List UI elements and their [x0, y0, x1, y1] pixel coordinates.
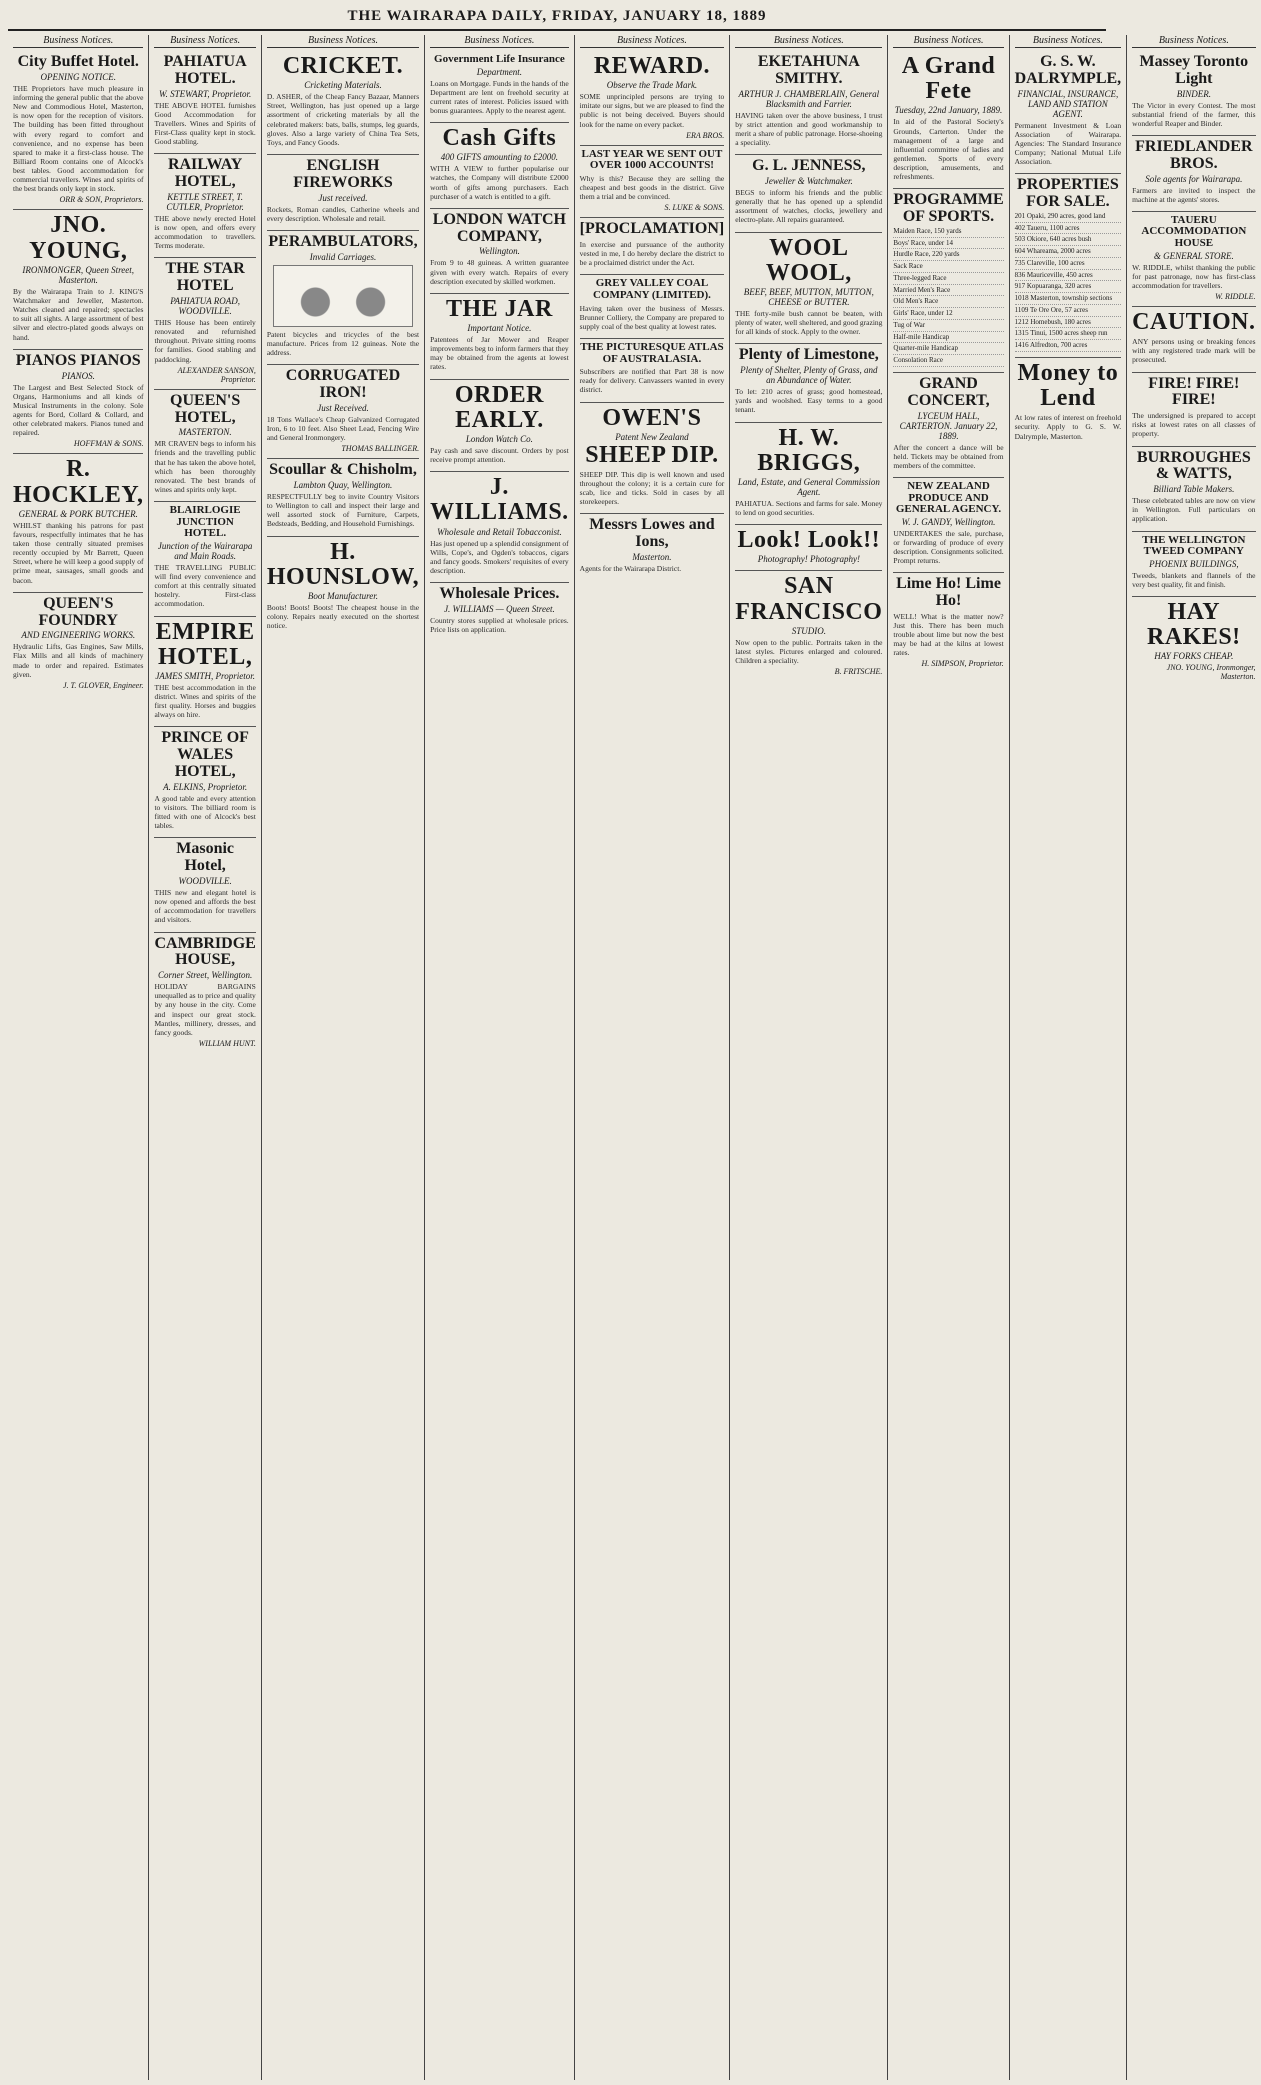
ad-body-text: THE ABOVE HOTEL furnishes Good Accommodation for Travellers. Wines and Spirits of First-Class quality kept in stock. Good stabling.: [154, 100, 256, 147]
advertisement: [1132, 136, 1255, 212]
ad-body-text: THE above newly erected Hotel is now open, and offers every accommodation to travellers. Terms moderate.: [154, 213, 256, 251]
ad-subtitle: London Watch Co.: [465, 434, 533, 444]
ad-body-text: Now open to the public. Portraits taken in the latest styles. Pictures enlarged and coloured. Children a speciality.: [735, 637, 883, 666]
ad-subtitle: & GENERAL STORE.: [1153, 250, 1234, 261]
advertisement: [1015, 358, 1122, 448]
ad-subtitle: AND ENGINEERING WORKS.: [21, 630, 136, 641]
ad-body-text: THIS new and elegant hotel is now opened and affords the best of accommodation for travellers and visitors.: [154, 888, 256, 925]
ad-title: ENGLISH FIREWORKS: [293, 157, 393, 191]
ad-title: City Buffet Hotel.: [17, 53, 139, 70]
list-item: Sack Race: [893, 261, 1003, 273]
advertisement: [154, 838, 255, 932]
ad-body-text: RESPECTFULLY beg to invite Country Visitors to Wellington to call and inspect their large and well assorted stock of Furniture, Carpets, Bedsteads, Bedding, and Household Furnishings.: [266, 491, 420, 529]
ad-title: JNO. YOUNG,: [29, 212, 128, 264]
ad-signature: J. T. GLOVER, Engineer.: [62, 680, 144, 690]
ad-body-text: THE TRAVELLING PUBLIC will find every convenience and comfort at this centrally situated hostelry. First-class accommodation.: [154, 562, 256, 609]
advertisement: [1132, 307, 1255, 373]
ad-title: PROPERTIES FOR SALE.: [1017, 176, 1119, 211]
advertisement: [1132, 597, 1255, 686]
advertisement: [1132, 373, 1255, 447]
advertisement: [154, 51, 255, 154]
ad-title: THE STAR HOTEL: [165, 260, 245, 295]
ad-title: EMPIRE HOTEL,: [155, 618, 255, 670]
ad-subtitle: W. STEWART, Proprietor.: [158, 88, 252, 99]
ad-title: Money to Lend: [1017, 359, 1119, 412]
ad-title: LONDON WATCH COMPANY,: [432, 210, 566, 245]
advertisement: [1132, 212, 1255, 307]
ad-body-text: WHILST thanking his patrons for past favours, respectfully intimates that he has taken those centrally situated premises recently occupied by Mr Barrett, Queen Street, where he will keep a good supply of prime meat, sausages, small goods and bacon.: [13, 520, 144, 585]
advertisement: [735, 344, 882, 422]
list-item: Maiden Race, 150 yards: [893, 226, 1003, 238]
ad-title: HAY RAKES!: [1146, 598, 1241, 651]
ad-body-text: Subscribers are notified that Part 38 is now ready for delivery. Canvassers wanted in every district.: [579, 367, 725, 395]
advertisement: [1132, 447, 1255, 532]
list-item: Consolation Race: [893, 355, 1003, 367]
ad-signature: THOMAS BALLINGER.: [341, 444, 420, 454]
advertisement: [580, 51, 725, 146]
ad-body-text: HAVING taken over the above business, I trust by strict attention and good workmanship to merit a share of public patronage. Horse-shoeing a speciality.: [735, 110, 883, 148]
ad-body-text: HOLIDAY BARGAINS unequalled as to price and quality by any house in the city. Come and inspect our great stock. Mantles, millinery, dresses, and fancy goods.: [154, 982, 256, 1037]
advertisement: [430, 209, 569, 294]
advertisement: [735, 423, 882, 526]
ad-body-text: ANY persons using or breaking fences with any registered trade mark will be prosecuted.: [1132, 337, 1256, 365]
list-item: Quarter-mile Handicap: [893, 343, 1003, 355]
ad-title: LAST YEAR WE SENT OUT OVER 1000 ACCOUNTS!: [581, 147, 723, 172]
advertisement: [580, 403, 725, 515]
ad-title: A Grand Fete: [901, 53, 996, 105]
column-3: [262, 35, 425, 2080]
ad-body-text: Why is this? Because they are selling the cheapest and best goods in the district. Give them a trial and be convinced.: [579, 173, 725, 202]
page-masthead: THE WAIRARAPA DAILY, FRIDAY, JANUARY 18, 1889: [8, 6, 1106, 31]
list-item: 604 Whareama, 2000 acres: [1015, 246, 1122, 258]
ad-title: H. W. BRIGGS,: [757, 424, 861, 476]
list-item: Boys' Race, under 14: [893, 238, 1003, 250]
list-item: 1212 Homebush, 180 acres: [1015, 317, 1122, 329]
ad-title: H. HOUNSLOW,: [266, 538, 420, 590]
advertisement: [154, 258, 255, 389]
advertisement: [13, 210, 143, 349]
ad-title: BURROUGHES & WATTS,: [1136, 448, 1251, 483]
ad-body-text: D. ASHER, of the Cheap Fancy Bazaar, Manners Street, Wellington, has just opened up a large assortment of cricketing materials by all the celebrated makers: bats, balls, stumps, leg guards, gloves. Also a large variety of China Tea Sets, Toys, and Fancy Goods.: [266, 92, 420, 147]
ad-body-text: Having taken over the business of Messrs. Brunner Colliery, the Company are prepared to supply coal of the best quality at lowest rates.: [579, 303, 725, 331]
ad-body-text: Country stores supplied at wholesale prices. Price lists on application.: [430, 616, 569, 635]
ad-subtitle: LYCEUM HALL, CARTERTON. January 22, 1889.: [899, 410, 998, 441]
perambulator-engraving-image: [273, 265, 412, 327]
list-item: Old Men's Race: [893, 296, 1003, 308]
ad-body-text: In aid of the Pastoral Society's Grounds, Carterton. Under the management of a large and influential committee of ladies and gentlemen. Sports of every description, amusements, and refreshments.: [893, 117, 1004, 182]
advertisement: [430, 294, 569, 380]
advertisement: [154, 154, 255, 258]
ad-subtitle: Wellington.: [478, 246, 520, 257]
ad-subtitle: Just Received.: [317, 402, 369, 413]
ad-title: G. S. W. DALRYMPLE,: [1014, 53, 1122, 87]
ad-title: TAUERU ACCOMMODATION HOUSE: [1141, 213, 1247, 249]
ad-body-text: Pay cash and save discount. Orders by post receive prompt attention.: [430, 446, 569, 465]
ad-subtitle: Sole agents for Wairarapa.: [1145, 173, 1243, 184]
ad-subtitle: Tuesday, 22nd January, 1889.: [894, 105, 1003, 116]
ad-title: CAUTION.: [1132, 308, 1256, 335]
ad-title: BLAIRLOGIE JUNCTION HOTEL.: [169, 504, 241, 540]
column-6: [730, 35, 888, 2080]
ad-subtitle: PIANOS.: [61, 370, 95, 381]
column-header: Business Notices.: [154, 35, 255, 48]
ad-title: FIRE! FIRE! FIRE!: [1148, 374, 1240, 409]
column-5: [575, 35, 731, 2080]
column-header: Business Notices.: [735, 35, 882, 48]
advertisement: [580, 514, 725, 580]
ad-signature: JNO. YOUNG, Ironmonger, Masterton.: [1166, 663, 1256, 682]
advertisement: [735, 51, 882, 155]
list-item: Girls' Race, under 12: [893, 308, 1003, 320]
ad-subtitle: Just received.: [318, 192, 368, 203]
ad-body-text: Patent bicycles and tricycles of the best manufacture. Prices from 12 guineas. Note the address.: [266, 329, 420, 357]
ad-body-text: MR CRAVEN begs to inform his friends and the travelling public that he has taken the above hotel, which has been thoroughly renovated. The best brands of wines and spirits only kept.: [154, 439, 256, 495]
advertisement: [13, 593, 143, 695]
ad-body-text: Patentees of Jar Mower and Reaper improvements beg to inform farmers that they may be obtained from the agents at lowest rates.: [430, 335, 569, 372]
ad-title: PIANOS PIANOS: [15, 351, 141, 369]
advertisement: [267, 365, 419, 459]
ad-title: QUEEN'S HOTEL,: [170, 391, 241, 426]
ad-title: Plenty of Limestone,: [738, 346, 879, 364]
ad-body-text: THIS House has been entirely renovated and refurnished throughout. Private sitting rooms for families. Good stabling and paddocking.: [154, 318, 256, 364]
ad-title: SAN FRANCISCO: [735, 573, 883, 625]
advertisement: [893, 573, 1003, 673]
ad-signature: ERA BROS.: [686, 130, 725, 140]
ad-title: FRIEDLANDER BROS.: [1135, 138, 1253, 172]
ad-title: Look! Look!!: [737, 527, 881, 554]
ad-signature: H. SIMPSON, Proprietor.: [921, 659, 1004, 669]
advertisement: [1015, 51, 1122, 174]
ad-title: ORDER EARLY.: [454, 381, 544, 433]
ad-body-text: THE Proprietors have much pleasure in informing the general public that the above New and Commodious Hotel, Masterton, is now open for the reception of visitors. The building has been fitted throughout with every regard to comfort and convenience, and no expense has been spared to make it a first-class house. The Billiard Room contains one of Alcock's best tables. Good accommodation for commercial travellers. Wines and spirits of the best brands only kept in stock.: [13, 83, 144, 194]
ad-title: EKETAHUNA SMITHY.: [757, 53, 860, 87]
ad-subtitle: OPENING NOTICE.: [40, 71, 116, 82]
ad-body-text: A good table and every attention to visitors. The billiard room is fitted with one of Alcock's best tables.: [154, 793, 256, 831]
advertisement: [154, 390, 255, 502]
ad-subtitle: Corner Street, Wellington.: [157, 970, 253, 981]
ad-list: [1015, 211, 1122, 352]
list-item: 1018 Masterton, township sections: [1015, 293, 1122, 305]
list-item: 1315 Tinui, 1500 acres sheep run: [1015, 328, 1122, 340]
ad-title: PAHIATUA HOTEL.: [163, 53, 247, 87]
ad-title: PROGRAMME OF SPORTS.: [893, 191, 1004, 226]
ad-body-text: W. RIDDLE, whilst thanking the public for past patronage, now has first-class accommodation for travellers.: [1132, 262, 1256, 290]
ad-subtitle: Wholesale and Retail Tobacconist.: [437, 526, 562, 537]
ad-body-text: PAHIATUA. Sections and farms for sale. Money to lend on good securities.: [735, 498, 883, 518]
advertisement: [154, 617, 255, 728]
ad-subtitle: Masterton.: [632, 552, 672, 563]
advertisement: [267, 155, 419, 231]
ad-subtitle: Cricketing Materials.: [304, 80, 382, 91]
ad-subtitle: BINDER.: [1176, 88, 1211, 99]
ad-title: QUEEN'S FOUNDRY: [38, 594, 118, 629]
ad-subtitle: FINANCIAL, INSURANCE, LAND AND STATION AGENT.: [1017, 88, 1119, 119]
ad-body-text: Rockets, Roman candles, Catherine wheels and every description. Wholesale and retail.: [266, 204, 420, 223]
ad-subtitle: Boot Manufacturer.: [307, 590, 379, 601]
ad-title: PRINCE OF WALES HOTEL,: [161, 729, 249, 781]
ad-title: [PROCLAMATION]: [579, 220, 725, 238]
column-7: [888, 35, 1009, 2080]
ad-title: THE WELLINGTON TWEED COMPANY: [1142, 533, 1246, 558]
ad-title: G. L. JENNESS,: [752, 157, 866, 175]
ad-subtitle: Lambton Quay, Wellington.: [293, 479, 393, 490]
column-4: [425, 35, 575, 2080]
ad-body-text: Hydraulic Lifts, Gas Engines, Saw Mills, Flax Mills and all kinds of machinery made to order and repaired. Estimates given.: [13, 642, 144, 679]
ad-subtitle: Billiard Table Makers.: [1153, 484, 1235, 495]
list-item: 836 Mauriceville, 450 acres: [1015, 270, 1122, 282]
ad-body-text: By the Wairarapa Train to J. KING'S Watchmaker and Jeweller, Masterton. Watches cleaned and repaired; spectacles to suit all sights. A large assortment of best silver and electro-plated goods always on hand.: [13, 286, 144, 342]
ad-subtitle: Department.: [476, 66, 523, 77]
ad-subtitle: Important Notice.: [467, 323, 532, 334]
ad-body-text: Has just opened up a splendid consignment of Wills, Cope's, and Ogden's tobaccos, cigars and fancy goods. Smokers' requisites of every description.: [430, 538, 569, 576]
ad-body-text: Agents for the Wairarapa District.: [579, 564, 682, 574]
ad-title: Messrs Lowes and Ions,: [589, 516, 715, 551]
ad-signature: S. LUKE & SONS.: [664, 203, 725, 213]
advertisement: [735, 571, 882, 681]
list-item: Three-legged Race: [893, 273, 1003, 285]
advertisement: [430, 583, 569, 641]
ad-subtitle: Invalid Carriages.: [309, 251, 377, 262]
ad-title: WOOL WOOL,: [765, 234, 852, 286]
advertisement: [735, 233, 882, 345]
ad-title: Scoullar & Chisholm,: [269, 461, 417, 479]
ad-body-text: SHEEP DIP. This dip is well known and used throughout the colony; it is a certain cure for scab, lice and ticks. Sold in cases by all storekeepers.: [579, 469, 725, 507]
list-item: 735 Clareville, 100 acres: [1015, 258, 1122, 270]
ad-body-text: The Largest and Best Selected Stock of Organs, Harmoniums and all kinds of Musical Instruments in the colony. Sole agents for Bord, Collard & Collard, and other celebrated makers. Pianos tuned and repaired.: [13, 382, 144, 438]
advertisement: [1132, 51, 1255, 136]
ad-title: OWEN'S: [602, 404, 702, 431]
advertisement: [1015, 174, 1122, 358]
advertisement: [430, 380, 569, 473]
ad-subtitle: WOODVILLE.: [178, 876, 232, 887]
ad-title: GRAND CONCERT,: [907, 374, 990, 409]
ad-body-text: WITH A VIEW to further popularise our watches, the Company will distribute £2000 worth of gifts among purchasers. Each purchaser of a watch is entitled to a gift.: [430, 164, 569, 201]
ad-signature: B. FRITSCHE.: [834, 667, 883, 677]
ad-body-text: WELL! What is the matter now? Just this. There has been much trouble about lime but now the best may be had at the kilns at lowest rates.: [893, 611, 1004, 658]
ad-body-text: In exercise and pursuance of the authority vested in me, I do hereby declare the district to be a proclaimed district under the Act.: [579, 240, 725, 268]
advertisement: [735, 155, 882, 232]
ad-subtitle: STUDIO.: [791, 625, 826, 636]
advertisement: [267, 537, 419, 638]
column-8: [1010, 35, 1128, 2080]
list-item: 402 Taueru, 1100 acres: [1015, 223, 1122, 235]
advertisement: [13, 51, 143, 210]
advertisement: [893, 51, 1003, 189]
ad-title: THE JAR: [445, 295, 553, 322]
advertisement: [154, 933, 255, 1053]
ad-title: RAILWAY HOTEL,: [167, 156, 243, 191]
list-item: 917 Kopuaranga, 320 acres: [1015, 281, 1122, 293]
ad-body-text: BEGS to inform his friends and the public generally that he has opened up a splendid assortment of watches, clocks, jewellery and electro-plate. All repairs guaranteed.: [735, 187, 883, 225]
ad-signature: HOFFMAN & SONS.: [73, 439, 144, 449]
column-header: Business Notices.: [13, 35, 143, 48]
ad-subtitle: JAMES SMITH, Proprietor.: [155, 670, 255, 681]
ad-body-text: Farmers are invited to inspect the machine at the agents' stores.: [1132, 185, 1256, 204]
ad-body-text: To let: 210 acres of grass; good homestead, yards and woolshed. Easy terms to a good tenant.: [735, 387, 883, 415]
advertisement: [430, 472, 569, 583]
advertisement: [1132, 532, 1255, 597]
ad-subtitle: Land, Estate, and General Commission Agent.: [737, 476, 880, 497]
ad-title: Masonic Hotel,: [176, 840, 235, 875]
column-1: [8, 35, 149, 2080]
advertisement: [154, 727, 255, 838]
advertisement: [267, 459, 419, 536]
ad-body-text: 18 Tons Wallace's Cheap Galvanized Corrugated Iron, 6 to 10 feet. Also Sheet Lead, Fencing Wire and General Ironmongery.: [266, 414, 420, 442]
ad-title: PERAMBULATORS,: [268, 232, 418, 250]
ad-body-text: From 9 to 48 guineas. A written guarantee given with every watch. Repairs of every description executed by skilled workmen.: [430, 258, 569, 286]
ad-title: J. WILLIAMS.: [430, 474, 569, 526]
column-header: Business Notices.: [580, 35, 725, 48]
ad-body-text: After the concert a dance will be held. Tickets may be obtained from members of the committee.: [893, 442, 1004, 470]
ad-body-text: THE forty-mile bush cannot be beaten, with plenty of water, well sheltered, and good grazing for all kinds of stock. Apply to the owner.: [735, 308, 883, 337]
ad-title: Lime Ho! Lime Ho!: [896, 575, 1001, 609]
ad-subtitle: Junction of the Wairarapa and Main Roads.: [157, 540, 253, 561]
column-header: Business Notices.: [1015, 35, 1122, 48]
ad-subtitle: Plenty of Shelter, Plenty of Grass, and an Abundance of Water.: [740, 365, 878, 386]
ad-signature: ALEXANDER SANSON, Proprietor.: [177, 365, 256, 384]
ad-subtitle: J. WILLIAMS — Queen Street.: [444, 604, 555, 615]
ad-title: THE PICTURESQUE ATLAS OF AUSTRALASIA.: [580, 341, 724, 365]
ad-display-line: SHEEP DIP.: [585, 441, 719, 468]
ad-subtitle: GENERAL & PORK BUTCHER.: [18, 508, 138, 519]
column-header: Business Notices.: [430, 35, 569, 48]
advertisement: [893, 373, 1003, 478]
advertisement: [13, 350, 143, 455]
ad-title: CORRUGATED IRON!: [285, 367, 401, 401]
ad-title: Wholesale Prices.: [439, 585, 560, 603]
list-item: Half-mile Handicap: [893, 332, 1003, 344]
ad-body-text: These celebrated tables are now on view in Wellington. Full particulars on application.: [1132, 496, 1256, 524]
ad-body-text: Loans on Mortgage. Funds in the hands of the Department are lent on freehold security at current rates of interest. Policies issued with bonus guarantees. Apply to the nearest agent.: [430, 78, 569, 115]
list-item: Hurdle Race, 220 yards: [893, 249, 1003, 261]
advertisement: [580, 339, 725, 403]
advertisement: [267, 231, 419, 365]
column-header: Business Notices.: [893, 35, 1003, 48]
advertisement: [267, 51, 419, 155]
advertisement: [580, 146, 725, 219]
ad-subtitle: Jeweller & Watchmaker.: [764, 175, 853, 186]
ad-subtitle: BEEF, BEEF, MUTTON, MUTTON, CHEESE or BUTTER.: [743, 286, 874, 307]
ad-subtitle: Photography! Photography!: [757, 554, 860, 565]
ad-subtitle: ARTHUR J. CHAMBERLAIN, General Blacksmith and Farrier.: [738, 88, 880, 109]
advertisement: [13, 454, 143, 592]
ad-subtitle: 400 GIFTS amounting to £2000.: [440, 152, 559, 163]
ad-body-text: Boots! Boots! Boots! The cheapest house in the colony. Repairs neatly executed on the shortest notice.: [266, 602, 420, 631]
advertisement: [735, 525, 882, 571]
ad-title: R. HOCKLEY,: [13, 456, 144, 508]
column-2: [149, 35, 261, 2080]
ad-subtitle: KETTLE STREET, T. CUTLER, Proprietor.: [166, 191, 244, 212]
ad-subtitle: IRONMONGER, Queen Street, Masterton.: [22, 264, 135, 285]
ad-title: REWARD.: [593, 53, 711, 79]
ad-subtitle: MASTERTON.: [178, 427, 232, 438]
list-item: 503 Okiore, 640 acres bush: [1015, 234, 1122, 246]
ad-title: Massey Toronto Light: [1139, 53, 1249, 87]
ad-subtitle: W. J. GANDY, Wellington.: [901, 516, 996, 527]
advertisement: [893, 478, 1003, 573]
list-item: Married Men's Race: [893, 285, 1003, 297]
ad-subtitle: PHOENIX BUILDINGS,: [1149, 558, 1239, 569]
ad-subtitle: HAY FORKS CHEAP.: [1154, 651, 1234, 662]
list-item: 201 Opaki, 290 acres, good land: [1015, 211, 1122, 223]
ad-body-text: SOME unprincipled persons are trying to imitate our signs, but we are pleased to find the public is not being deceived. Buyers should look for the name on every packet.: [579, 92, 725, 129]
ad-body-text: The undersigned is prepared to accept risks at lowest rates on all classes of property.: [1132, 411, 1256, 439]
ad-body-text: Permanent Investment & Loan Association of Wairarapa. Agencies: The Standard Insurance Company; National Mutual Life Association.: [1014, 120, 1122, 167]
column-header: Business Notices.: [267, 35, 419, 48]
ad-body-text: Tweeds, blankets and flannels of the very best quality, fit and finish.: [1132, 570, 1256, 589]
column-9: [1127, 35, 1260, 2080]
list-item: 1416 Alfredton, 700 acres: [1015, 340, 1122, 352]
advertisement: [430, 123, 569, 209]
columns-container: [8, 35, 1256, 2080]
column-header: Business Notices.: [1132, 35, 1255, 48]
ad-signature: WILLIAM HUNT.: [198, 1039, 256, 1049]
advertisement: [893, 189, 1003, 373]
ad-signature: W. RIDDLE.: [1215, 291, 1256, 301]
ad-title: Government Life Insurance: [434, 53, 565, 65]
ad-signature: ORR & SON, Proprietors.: [59, 195, 144, 205]
advertisement: [580, 218, 725, 275]
ad-body-text: At low rates of interest on freehold security. Apply to G. S. W. Dalrymple, Masterton.: [1014, 413, 1122, 441]
ad-title: Cash Gifts: [442, 125, 557, 152]
list-item: Tug of War: [893, 320, 1003, 332]
ad-title: GREY VALLEY COAL COMPANY (LIMITED).: [592, 277, 711, 302]
advertisement: [580, 275, 725, 339]
ad-title: CRICKET.: [282, 53, 404, 79]
ad-subtitle: Patent New Zealand: [615, 431, 689, 442]
ad-title: CAMBRIDGE HOUSE,: [154, 934, 256, 969]
advertisement: [154, 502, 255, 616]
ad-body-text: The Victor in every Contest. The most substantial friend of the farmer, this wonderful Reaper and Binder.: [1132, 100, 1256, 128]
ad-subtitle: A. ELKINS, Proprietor.: [163, 781, 248, 792]
ad-list: [893, 226, 1003, 367]
list-item: 1109 Te Ore Ore, 57 acres: [1015, 305, 1122, 317]
advertisement: [430, 51, 569, 123]
ad-body-text: THE best accommodation in the district. Wines and spirits of the first quality. Horses and buggies always on hire.: [154, 682, 256, 720]
ad-subtitle: PAHIATUA ROAD, WOODVILLE.: [170, 296, 241, 317]
ad-title: NEW ZEALAND PRODUCE AND GENERAL AGENCY.: [895, 479, 1002, 516]
ad-subtitle: Observe the Trade Mark.: [606, 80, 698, 91]
ad-body-text: UNDERTAKES the sale, purchase, or forwarding of produce of every description. Consignments solicited. Prompt returns.: [893, 528, 1004, 566]
